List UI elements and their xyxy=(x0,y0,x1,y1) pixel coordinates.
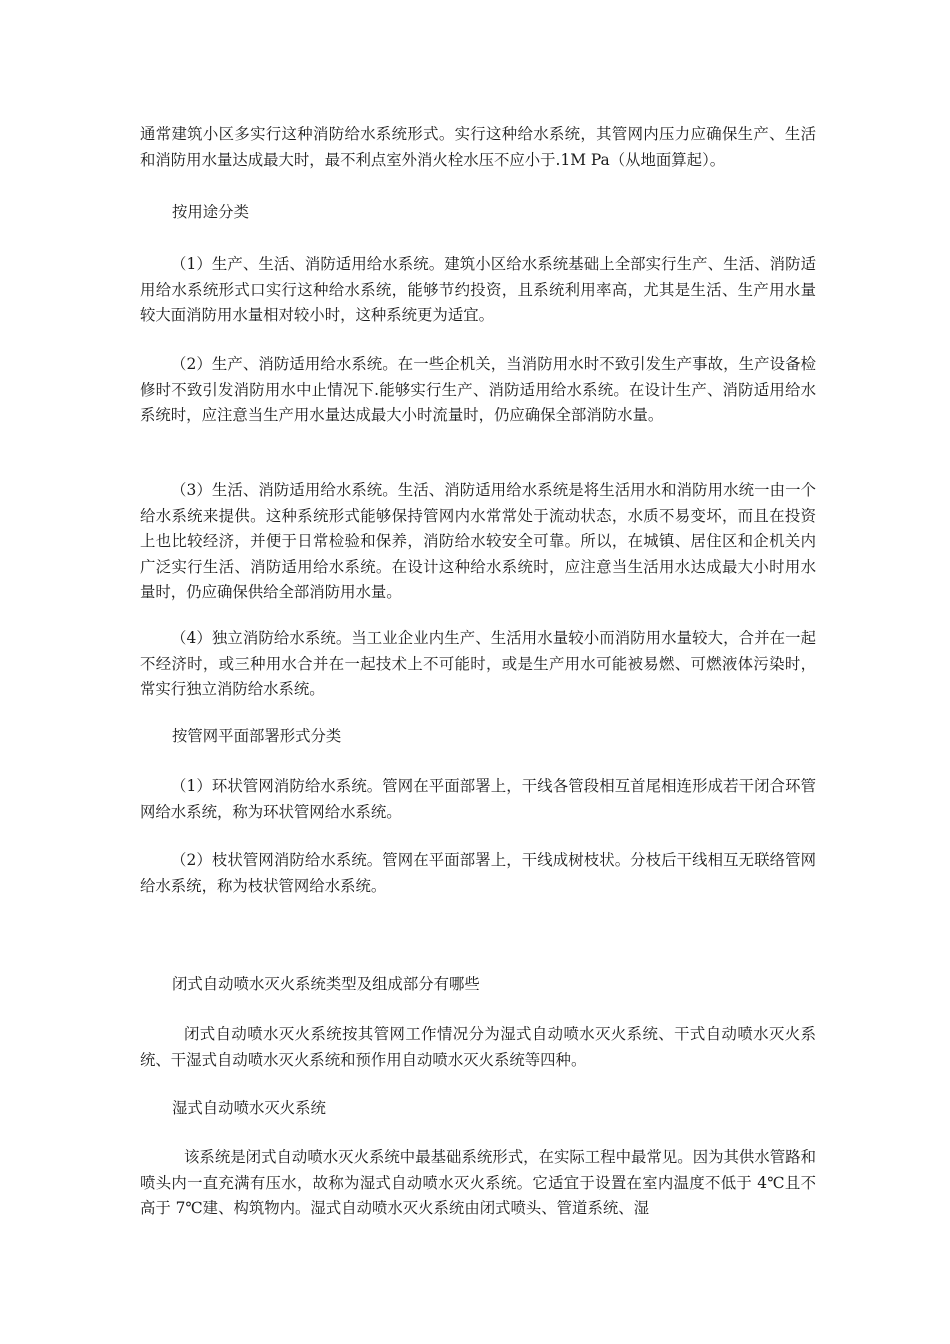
heading-by-use: 按用途分类 xyxy=(172,203,249,221)
heading-wet-sprinkler: 湿式自动喷水灭火系统 xyxy=(172,1099,326,1117)
paragraph-wet-sprinkler: 该系统是闭式自动喷水灭火系统中最基础系统形式，在实际工程中最常见。因为其供水管路和喷头内一直充满有压水，故称为湿式自动喷水灭火系统。它适宜于设置在室内温度不低于 4℃且不高于 7℃建、构筑物内。湿式自动喷水灭火系统由闭式喷头、管道系统、湿 xyxy=(140,1148,816,1217)
paragraph-use-3: （3）生活、消防适用给水系统。生活、消防适用给水系统是将生活用水和消防用水统一由一个给水系统来提供。这种系统形式能够保持管网内水常常处于流动状态，水质不易变坏，而且在投资上也比较经济，并便于日常检验和保养，消防给水较安全可靠。所以，在城镇、居住区和企机关内广泛实行生活、消防适用给水系统。在设计这种给水系统时，应注意当生活用水达成最大小时用水量时，仍应确保供给全部消防用水量。 xyxy=(140,481,816,601)
paragraph-layout-1: （1）环状管网消防给水系统。管网在平面部署上，干线各管段相互首尾相连形成若干闭合环管网给水系统，称为环状管网给水系统。 xyxy=(140,777,816,821)
paragraph-use-2: （2）生产、消防适用给水系统。在一些企机关，当消防用水时不致引发生产事故，生产设备检修时不致引发消防用水中止情况下.能够实行生产、消防适用给水系统。在设计生产、消防适用给水系统时，应注意当生产用水量达成最大小时流量时，仍应确保全部消防水量。 xyxy=(140,355,816,424)
paragraph-layout-2: （2）枝状管网消防给水系统。管网在平面部署上，干线成树枝状。分枝后干线相互无联络管网给水系统，称为枝状管网给水系统。 xyxy=(140,851,816,895)
intro-paragraph: 通常建筑小区多实行这种消防给水系统形式。实行这种给水系统，其管网内压力应确保生产、生活和消防用水量达成最大时，最不利点室外消火栓水压不应小于.1M Pa（从地面算起）。 xyxy=(140,125,816,169)
paragraph-use-4: （4）独立消防给水系统。当工业企业内生产、生活用水量较小而消防用水量较大，合并在一起不经济时，或三种用水合并在一起技术上不可能时，或是生产用水可能被易燃、可燃液体污染时，常实行独立消防给水系统。 xyxy=(140,629,816,698)
heading-by-layout: 按管网平面部署形式分类 xyxy=(172,727,342,745)
paragraph-use-1: （1）生产、生活、消防适用给水系统。建筑小区给水系统基础上全部实行生产、生活、消防适用给水系统形式口实行这种给水系统，能够节约投资，且系统利用率高，尤其是生活、生产用水量较大面消防用水量相对较小时，这种系统更为适宜。 xyxy=(140,255,816,324)
paragraph-closed-sprinkler: 闭式自动喷水灭火系统按其管网工作情况分为湿式自动喷水灭火系统、干式自动喷水灭火系统、干湿式自动喷水灭火系统和预作用自动喷水灭火系统等四种。 xyxy=(140,1025,816,1069)
heading-closed-sprinkler: 闭式自动喷水灭火系统类型及组成部分有哪些 xyxy=(172,975,480,993)
